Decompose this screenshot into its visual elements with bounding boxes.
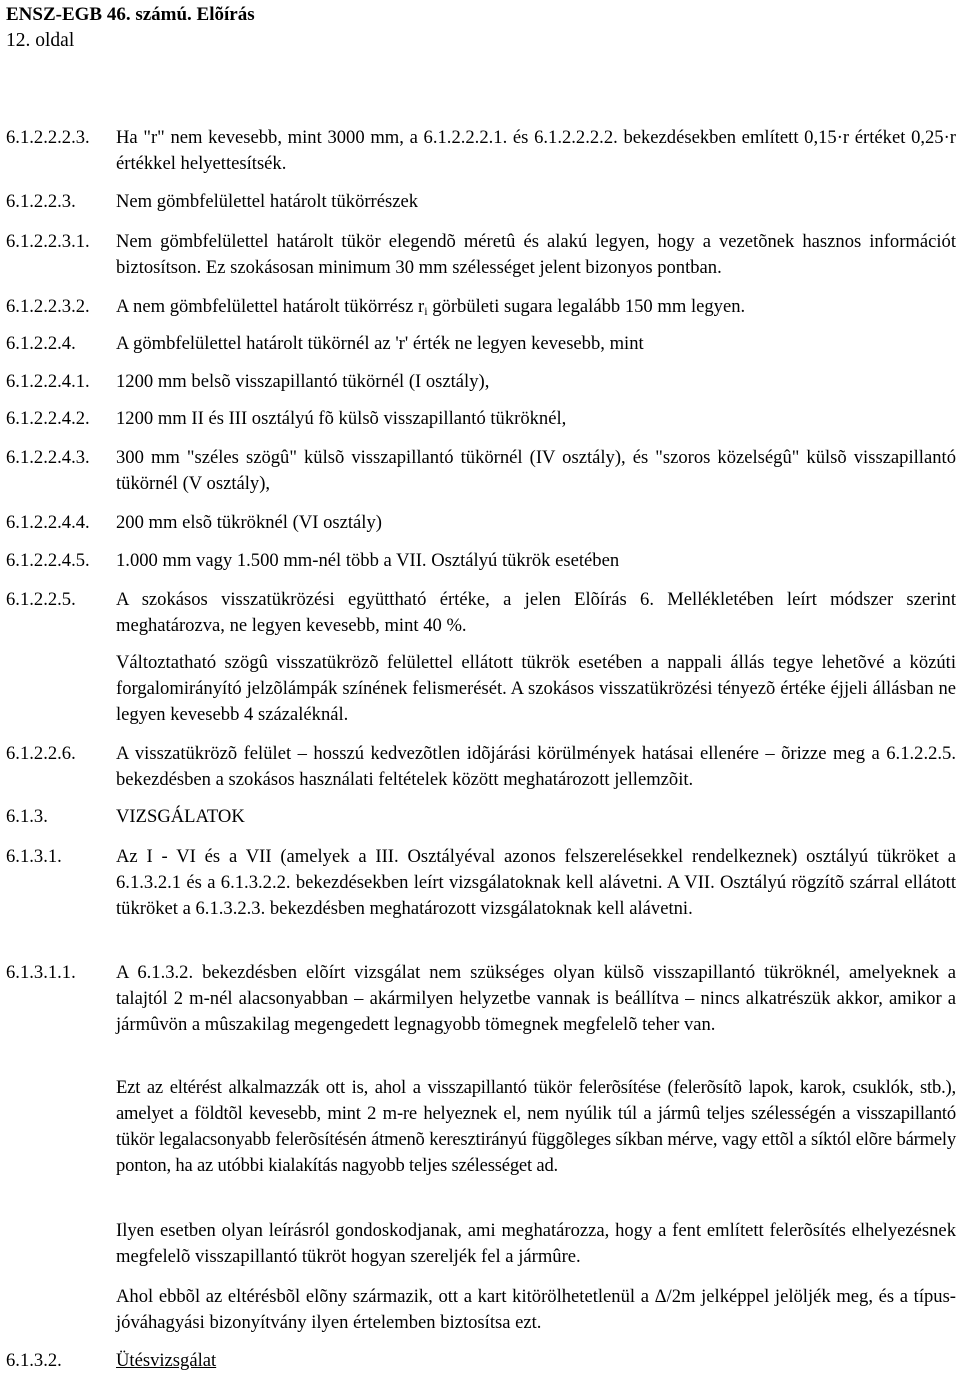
section-text: Az I - VI és a VII (amelyek a III. Osztályéval azonos felszerelésekkel rendelkeznek) osztályú tükröket a 6.1.3.2.1 és a 6.1.3.2.2. bekezdésekben leírt vizsgálatoknak kell alávetni. A VII. Osztályú rögzítõ szárral ellátott tükröket a 6.1.3.2.3. bekezdésben meghatározott vizsgálatoknak kell alávetni. [116, 846, 956, 919]
section-number: 6.1.2.2.2.3. [6, 127, 90, 148]
document-title: ENSZ-EGB 46. számú. Elõírás [6, 4, 255, 25]
section-text: A szokásos visszatükrözési együttható értéke, a jelen Elõírás 6. Mellékletében leírt módszer szerint meghatározva, ne legyen kevesebb, mint 40 %. [116, 589, 956, 636]
section-text: 200 mm elsõ tükröknél (VI osztály) [116, 512, 382, 533]
section-number: 6.1.2.2.3.1. [6, 231, 90, 252]
section-heading: VIZSGÁLATOK [116, 806, 245, 827]
section-number: 6.1.2.2.4.2. [6, 408, 90, 429]
section-text: 1200 mm belsõ visszapillantó tükörnél (I osztály), [116, 371, 490, 392]
section-number: 6.1.3.1. [6, 846, 62, 867]
section-text: Ha "r" nem kevesebb, mint 3000 mm, a 6.1.2.2.2.1. és 6.1.2.2.2.2. bekezdésekben említett 0,15·r értéket 0,25·r értékkel helyettesítsék. [116, 127, 956, 174]
page-header [6, 2, 255, 54]
section-number: 6.1.2.2.4.3. [6, 447, 90, 468]
text-part: görbületi sugara legalább 150 mm legyen. [427, 296, 746, 317]
section-text: 1.000 mm vagy 1.500 mm-nél több a VII. Osztályú tükrök esetében [116, 550, 620, 571]
section-text: Nem gömbfelülettel határolt tükörrészek [116, 191, 419, 212]
section-text: A visszatükrözõ felület – hosszú kedvezõtlen idõjárási körülmények hatásai ellenére – õrizze meg a 6.1.2.2.5. bekezdésben a szokásos használati feltételek között meghatározott jellemzõit. [116, 743, 956, 790]
section-text: Ilyen esetben olyan leírásról gondoskodjanak, ami meghatározza, hogy a fent említett felerõsítés elhelyezésnek megfelelõ visszapillantó tükröt hogyan szereljék fel a jármûre. [116, 1220, 956, 1267]
section-number: 6.1.2.2.4.1. [6, 371, 90, 392]
section-text: A 6.1.3.2. bekezdésben elõírt vizsgálat nem szükséges olyan külsõ visszapillantó tükröknél, amelyeknek a talajtól 2 m-nél alacsonyabban – akármilyen helyzetbe vannak is beállítva – nincs alkatrészük akkor, amikor a jármûvön a mûszakilag megengedett legnagyobb tömegnek megfelelõ teher van. [116, 962, 956, 1035]
section-number: 6.1.2.2.3. [6, 191, 76, 212]
section-number: 6.1.2.2.6. [6, 743, 76, 764]
subscript-i: i [424, 304, 428, 318]
section-number: 6.1.3.2. [6, 1350, 62, 1371]
section-text: Változtatható szögû visszatükrözõ felülettel ellátott tükrök esetében a nappali állás tegye lehetõvé a közúti forgalomirányító jelzõlámpák színének felismerését. A szokásos visszatükrözési tényezõ értéke éjjeli állásban ne legyen kevesebb 4 százaléknál. [116, 652, 956, 725]
section-number: 6.1.2.2.5. [6, 589, 76, 610]
section-text: 1200 mm II és III osztályú fõ külsõ visszapillantó tükröknél, [116, 408, 567, 429]
section-text: Nem gömbfelülettel határolt tükör elegendõ méretû és alakú legyen, hogy a vezetõnek hasznos információt biztosítson. Ez szokásosan minimum 30 mm szélességet jelent bizonyos pontban. [116, 231, 956, 278]
section-text: 300 mm "széles szögû" külsõ visszapillantó tükörnél (IV osztály), és "szoros közelségû" külsõ visszapillantó tükörnél (V osztály), [116, 447, 956, 494]
page-number: 12. oldal [6, 30, 75, 51]
section-number: 6.1.2.2.4.5. [6, 550, 90, 571]
section-number: 6.1.2.2.4.4. [6, 512, 90, 533]
section-number: 6.1.3. [6, 806, 48, 827]
section-number: 6.1.2.2.4. [6, 333, 76, 354]
section-text: Ezt az eltérést alkalmazzák ott is, ahol a visszapillantó tükör felerõsítése (felerõsítõ lapok, karok, csuklók, stb.), amelyet a földtõl kevesebb, mint 2 m-re helyeznek el, nem nyúlik túl a jármû teljes szélességén a visszapillantó tükör legalacsonyabb felerõsítésén átmenõ keresztirányú függõleges síkban mérve, vagy ettõl a síktól elõre bármely ponton, ha az utóbbi kialakítás nagyobb teljes szélességet ad. [116, 1077, 956, 1176]
text-part: A nem gömbfelülettel határolt tükörrész r [116, 296, 425, 317]
section-text: A gömbfelülettel határolt tükörnél az 'r' érték ne legyen kevesebb, mint [116, 333, 644, 354]
section-heading: Ütésvizsgálat [116, 1350, 217, 1371]
section-text [116, 294, 956, 324]
section-number: 6.1.3.1.1. [6, 962, 76, 983]
section-text: Ahol ebbõl az eltérésbõl elõny származik, ott a kart kitörölhetetlenül a Δ/2m jelképpel jelöljék meg, és a típus-jóváhagyási bizonyítvány ilyen értelemben biztosítsa ezt. [116, 1286, 956, 1333]
section-number: 6.1.2.2.3.2. [6, 296, 90, 317]
